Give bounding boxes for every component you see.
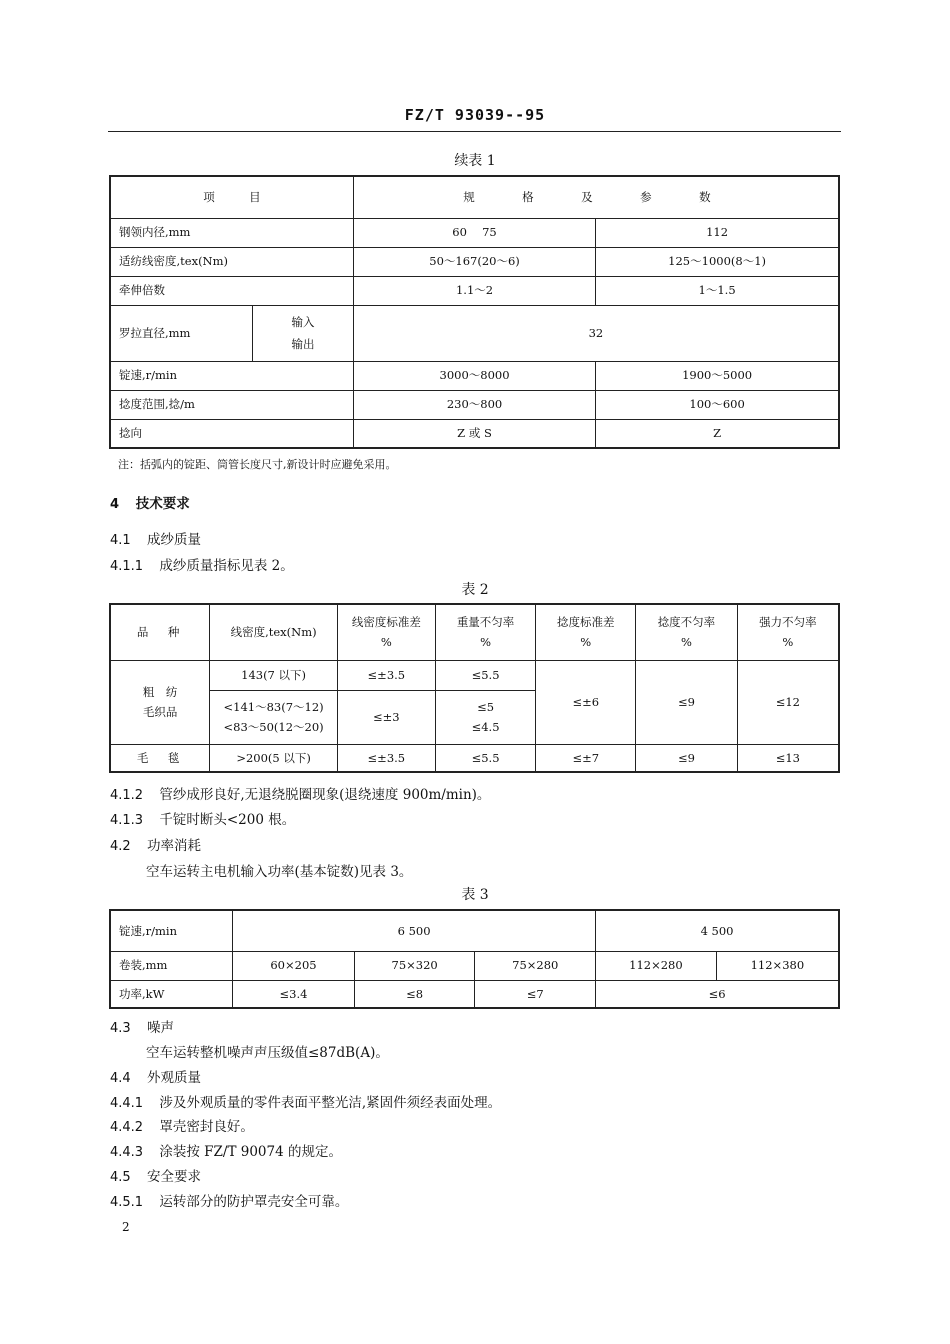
t2-r2-wt2: ≤4.5 [471,720,500,734]
clause-4-1-1 [110,554,294,574]
t1-roller-input: 输入 [291,314,315,329]
t2-r2-density [210,690,338,744]
section-4-2-text: 空车运转主电机输入功率(基本锭数)见表 3。 [146,864,413,880]
table1 [109,175,840,449]
section-4-1-title: 成纱质量 [146,532,201,548]
clause-4-4-3-text: 涂装按 FZ/T 90074 的规定。 [159,1144,342,1160]
t3-power-4: ≤6 [596,980,839,1008]
section-4-3-text: 空车运转整机噪声声压级值≤87dB(A)。 [146,1045,389,1061]
t1-twist-v1: 230～800 [353,390,595,419]
clause-4-1-3 [110,808,295,828]
t2-head-c3-label: 捻度标准差 [557,614,615,629]
t2-r2-density1: <141～83(7～12) [223,699,324,714]
t1-dir-v1: Z 或 S [353,419,595,448]
clause-4-4-2-number: 4.4.2 [110,1120,144,1135]
t1-twist-label: 捻度范围,捻/m [110,390,353,419]
t1-draft-label: 牵伸倍数 [110,276,353,305]
t2-r3-strength: ≤13 [737,744,839,772]
t3-speed-label: 锭速,r/min [110,910,233,951]
section-4-4-heading [110,1066,201,1086]
t2-r2-wt1: ≤5 [477,699,495,714]
clause-4-5-1-number: 4.5.1 [110,1195,144,1210]
t2-r2-wt [435,690,536,744]
clause-4-1-3-text: 千锭时断头<200 根。 [159,812,296,828]
t1-density-v2: 125～1000(8～1) [596,247,839,276]
section-4-3-title: 噪声 [146,1020,174,1036]
t1-twist-v2: 100～600 [596,390,839,419]
clause-4-1-1-text: 成纱质量指标见表 2。 [159,558,294,574]
section-4-2-heading [110,834,201,854]
t3-pkg-5: 112×380 [716,951,839,980]
section-4-3-number: 4.3 [110,1021,131,1036]
t3-speed1: 6 500 [233,910,596,951]
t1-density-label: 适纺线密度,tex(Nm) [110,247,353,276]
t1-dir-label: 捻向 [110,419,353,448]
t2-head-c3-unit: % [580,635,592,650]
t2-g1-strength: ≤12 [737,660,839,744]
section-4-5-title: 安全要求 [146,1169,201,1185]
t2-r1-density: 143(7 以下) [210,660,338,690]
clause-4-4-1-text: 涉及外观质量的零件表面平整光洁,紧固件须经表面处理。 [159,1095,502,1111]
header-rule [108,131,841,132]
section-4-2-number: 4.2 [110,839,131,854]
t2-head-c4 [636,604,738,660]
t2-r3-sd: ≤±3.5 [337,744,435,772]
clause-4-1-2 [110,783,490,803]
clause-4-1-1-number: 4.1.1 [110,559,144,574]
page-number: 2 [122,1220,130,1234]
clause-4-4-2 [110,1115,254,1135]
clause-4-5-1-text: 运转部分的防护罩壳安全可靠。 [159,1194,349,1210]
t1-dir-v2: Z [596,419,839,448]
t1-speed-label: 锭速,r/min [110,361,353,390]
t3-speed2: 4 500 [596,910,839,951]
t2-head-c2 [435,604,536,660]
t1-ring-v1: 60 75 [353,218,595,247]
t2-head-c1-unit: % [380,635,392,650]
clause-4-4-1-number: 4.4.1 [110,1096,144,1111]
t2-r1-sd: ≤±3.5 [337,660,435,690]
t3-power-2: ≤8 [354,980,475,1008]
t2-r3-label: 毛 毯 [110,744,210,772]
t3-pkg-2: 75×320 [354,951,475,980]
t2-r3-twist-sd: ≤±7 [536,744,636,772]
t2-r2-sd: ≤±3 [337,690,435,744]
section-4-4-number: 4.4 [110,1071,131,1086]
t2-head-variety: 品 种 [110,604,210,660]
t1-roller-label: 罗拉直径,mm [110,305,253,361]
t2-r3-twist-cv: ≤9 [636,744,738,772]
t3-power-label: 功率,kW [110,980,233,1008]
t2-head-c2-unit: % [480,635,492,650]
t1-roller-output: 输出 [291,337,315,351]
section-4-2-title: 功率消耗 [146,838,201,854]
t2-r1-wt: ≤5.5 [435,660,536,690]
t1-speed-v2: 1900～5000 [596,361,839,390]
t1-draft-v2: 1～1.5 [596,276,839,305]
section-4-1-number: 4.1 [110,533,131,548]
table3 [109,909,840,1009]
t2-r2-density2: <83～50(12～20) [223,720,324,734]
t3-power-3: ≤7 [475,980,596,1008]
clause-4-1-2-number: 4.1.2 [110,788,144,803]
clause-4-4-2-text: 罩壳密封良好。 [159,1119,254,1135]
t2-head-c2-label: 重量不匀率 [456,614,515,629]
t3-pkg-label: 卷装,mm [110,951,233,980]
t2-group1-label1: 粗 纺 [142,684,178,699]
document-code: FZ/T 93039--95 [404,106,546,124]
clause-4-1-3-number: 4.1.3 [110,813,144,828]
t2-group1-label [110,660,210,744]
t1-head-item: 项 目 [110,176,353,218]
t3-power-1: ≤3.4 [233,980,355,1008]
section-4-number: 4 [110,497,120,512]
section-4-1-heading [110,528,201,548]
clause-4-1-2-text: 管纱成形良好,无退绕脱圈现象(退绕速度 900m/min)。 [159,787,491,803]
table2-caption: 表 2 [461,582,489,598]
table1-caption: 续表 1 [454,153,496,169]
t2-head-density: 线密度,tex(Nm) [210,604,338,660]
t2-head-c4-unit: % [680,635,692,650]
table3-caption: 表 3 [461,887,489,903]
t2-g1-twist-cv: ≤9 [636,660,738,744]
t2-head-c4-label: 捻度不匀率 [657,614,716,629]
clause-4-4-3-number: 4.4.3 [110,1145,144,1160]
t2-head-c5-label: 强力不匀率 [759,614,817,629]
t2-head-c3 [536,604,636,660]
t1-ring-v2: 112 [596,218,839,247]
t1-roller-sub [253,305,354,361]
t1-roller-value: 32 [353,305,839,361]
clause-4-5-1 [110,1190,348,1210]
t3-pkg-1: 60×205 [233,951,355,980]
t1-draft-v1: 1.1～2 [353,276,595,305]
clause-4-4-3 [110,1140,342,1160]
t3-pkg-4: 112×280 [596,951,717,980]
t2-head-c1-label: 线密度标准差 [351,614,421,629]
t2-head-c5 [737,604,839,660]
t2-head-c5-unit: % [782,635,794,650]
section-4-4-title: 外观质量 [146,1070,201,1086]
t2-r3-density: >200(5 以下) [210,744,338,772]
t2-head-c1 [337,604,435,660]
section-4-title: 技术要求 [135,496,190,512]
t1-speed-v1: 3000～8000 [353,361,595,390]
table1-note: 注：括弧内的锭距、筒管长度尺寸,新设计时应避免采用。 [118,458,397,471]
t2-g1-twist-sd: ≤±6 [536,660,636,744]
section-4-5-heading [110,1165,201,1185]
t1-head-spec: 规 格 及 参 数 [353,176,839,218]
t1-density-v1: 50～167(20～6) [353,247,595,276]
t2-r3-wt: ≤5.5 [435,744,536,772]
section-4-5-number: 4.5 [110,1170,131,1185]
section-4-heading [110,492,190,512]
table2 [109,603,840,773]
t3-pkg-3: 75×280 [475,951,596,980]
t2-group1-label2: 毛织品 [142,705,178,719]
clause-4-4-1 [110,1091,501,1111]
t1-ring-label: 钢领内径,mm [110,218,353,247]
section-4-3-heading [110,1016,174,1036]
